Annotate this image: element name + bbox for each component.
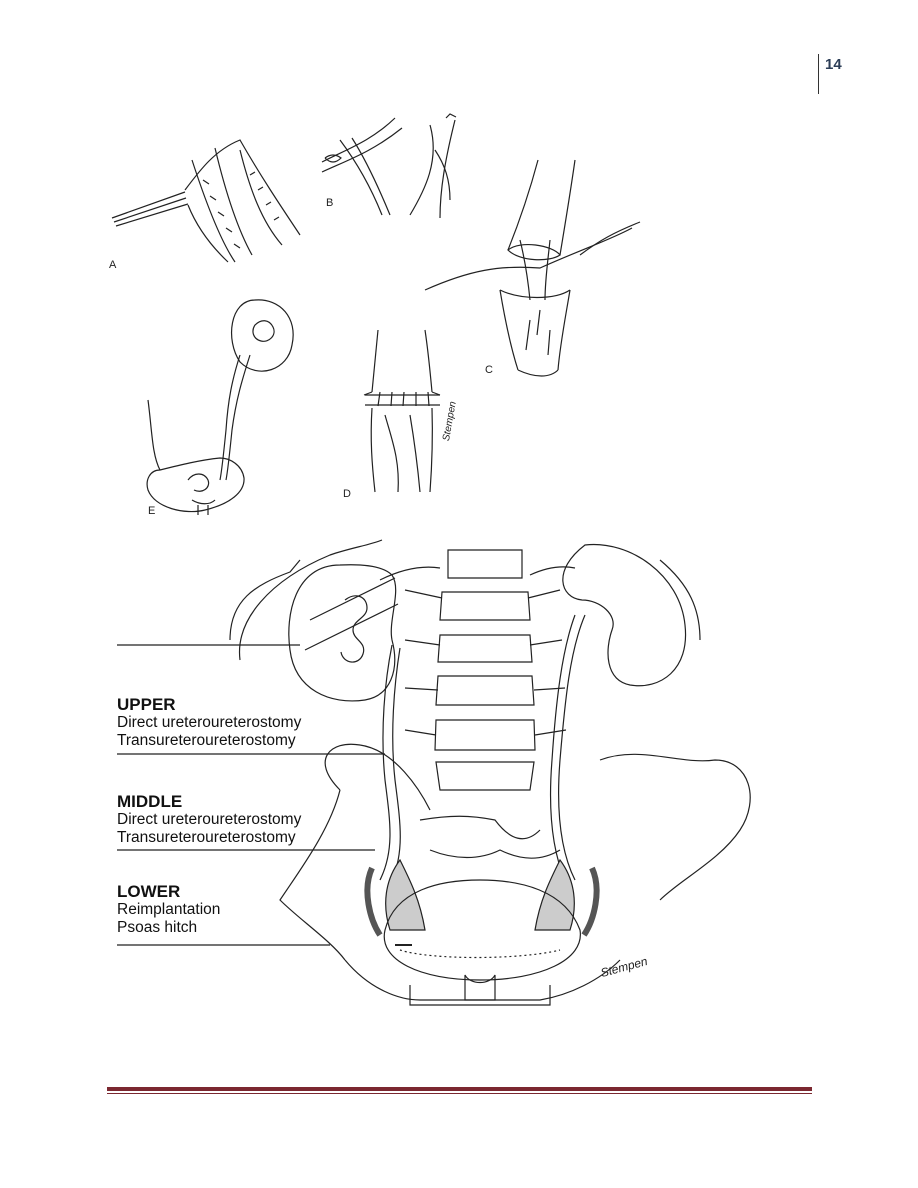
footer-rule-thin [107, 1093, 812, 1094]
lower-heading: LOWER [117, 882, 181, 901]
lower-item-2: Psoas hitch [117, 919, 198, 936]
figure-label-c: C [485, 364, 493, 376]
figure-label-b: B [326, 197, 334, 209]
figure-label-d: D [343, 488, 351, 500]
footer-rule-thick [107, 1087, 812, 1091]
page-number: 14 [825, 56, 842, 73]
middle-segment-label [117, 792, 301, 847]
upper-heading: UPPER [117, 695, 176, 714]
top-illustration-signature: Stempen [441, 400, 459, 442]
figure-label-e: E [148, 505, 156, 517]
middle-heading: MIDDLE [117, 792, 183, 811]
figure-label-a: A [109, 259, 117, 271]
lower-item-1: Reimplantation [117, 901, 221, 918]
upper-item-1: Direct ureteroureterostomy [117, 714, 302, 731]
upper-item-2: Transureteroureterostomy [117, 732, 296, 749]
middle-item-2: Transureteroureterostomy [117, 829, 296, 846]
upper-segment-label [117, 695, 301, 750]
anatomy-signature: Stempen [599, 954, 650, 980]
lower-segment-label [117, 882, 220, 937]
middle-item-1: Direct ureteroureterostomy [117, 811, 302, 828]
